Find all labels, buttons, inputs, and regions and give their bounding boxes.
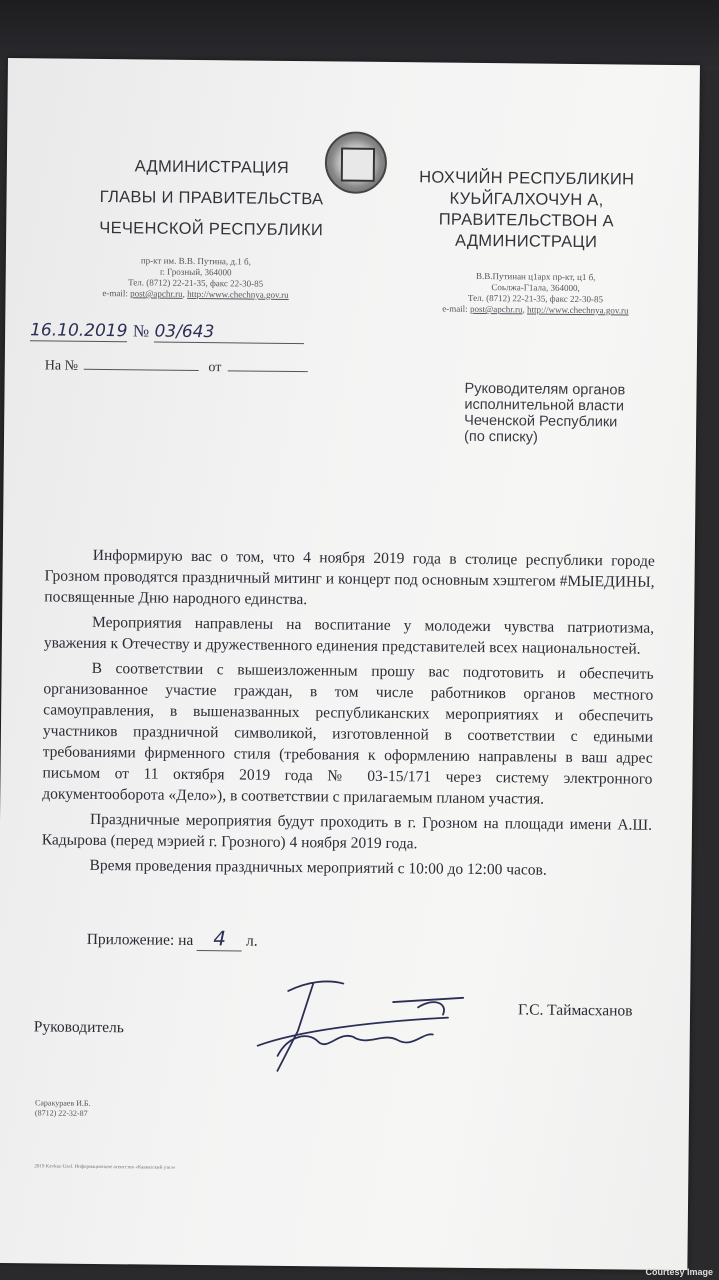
address-left-line1: пр-кт им. В.В. Путина, д.1 б, bbox=[140, 255, 251, 267]
address-right-contacts: e-mail: post@apchr.ru, http://www.chechnya.gov.ru bbox=[442, 303, 629, 316]
appendix-suffix: л. bbox=[245, 932, 258, 950]
body-paragraph-4: Праздничные мероприятия будут проходить в г. Грозном на площади имени А.Ш. Кадырова (перед мэрией г. Грозного) 4 ноября 2019 года. bbox=[41, 810, 653, 853]
body-paragraph-2: Мероприятия направлены на воспитание у молодежи чувства патриотизма, уважения к Отечеству и дружественного единения представителей всех национальностей. bbox=[43, 613, 655, 658]
website-link[interactable]: http://www.chechnya.gov.ru bbox=[526, 304, 629, 316]
header-left bbox=[76, 151, 347, 247]
email-link[interactable]: post@apchr.ru bbox=[469, 303, 523, 315]
reference-date-label: от bbox=[208, 360, 222, 376]
signatory-role: Руководитель bbox=[33, 1018, 124, 1037]
registration-date: 16.10.2019 bbox=[30, 320, 128, 342]
header-right-line4: АДМИНИСТРАЦИ bbox=[454, 231, 598, 252]
letter-sheet bbox=[0, 58, 700, 1270]
reference-date-blank bbox=[227, 370, 307, 372]
reference-line bbox=[45, 358, 314, 377]
registration-no-label: № bbox=[132, 321, 150, 341]
address-right-phone: Тел. (8712) 22-21-35, факс 22-30-85 bbox=[467, 292, 604, 305]
image-credit: Courtesy Image bbox=[645, 1267, 713, 1277]
header-left-line3: ЧЕЧЕНСКОЙ РЕСПУБЛИКИ bbox=[99, 218, 324, 240]
header-right-line1: НОХЧИЙН РЕСПУБЛИКИН bbox=[419, 168, 635, 189]
body-paragraph-3: В соответствии с вышеизложенным прошу вас подготовить и обеспечить организованное участие граждан, в том числе работников органов местного самоуправления, в вышеназванных республиканских мероприятиях и обеспечить участников праздничной символикой, изготовленной в соответствии с едиными требованиями фирменного стиля (требования к оформлению направлены в ваш адрес письмом от 11 октября 2019 года № 03-15/171 через систему электронного документооборота «Дело»), в соответствии с прилагаемым планом участия. bbox=[42, 659, 654, 808]
address-left-contacts: e-mail: post@apchr.ru, http://www.chechnya.gov.ru bbox=[102, 288, 289, 300]
address-right-line2: Соьлжа-Г1ала, 364000, bbox=[491, 282, 580, 293]
address-right-line1: В.В.Путинан ц1арх пр-кт, ц1 б, bbox=[475, 270, 596, 283]
recipient-block bbox=[464, 381, 685, 447]
recipient-line3: Чеченской Республики bbox=[464, 412, 618, 431]
coat-of-arms-emblem bbox=[325, 131, 388, 194]
recipient-line1: Руководителям органов bbox=[464, 380, 626, 399]
executor-info bbox=[35, 1098, 91, 1119]
signatory-name: Г.С. Таймасханов bbox=[517, 1001, 633, 1020]
body-paragraph-1: Информирую вас о том, что 4 ноября 2019 года в столице республики городе Грозном проводятся праздничный митинг и концерт под основным хэштегом #МЫЕДИНЫ, посвященные Дню народного единства. bbox=[44, 546, 655, 609]
address-left-phone: Тел. (8712) 22-21-35, факс 22-30-85 bbox=[128, 277, 264, 289]
appendix-label: Приложение: на bbox=[86, 930, 194, 949]
header-left-line2: ГЛАВЫ И ПРАВИТЕЛЬСТВА bbox=[99, 187, 324, 209]
header-right bbox=[401, 167, 652, 254]
registration-number: 03/643 bbox=[154, 322, 304, 345]
email-label: e-mail: bbox=[442, 303, 468, 314]
address-left-line2: г. Грозный, 364000 bbox=[159, 266, 232, 278]
header-right-line2: КУЬЙГАЛХОЧУН А, bbox=[449, 189, 604, 210]
letter-body bbox=[41, 544, 654, 885]
recipient-line2: исполнительной власти bbox=[464, 396, 625, 415]
footer-note: 2019 Kavkaz-Uzel. Информационное агентство «Кавказский узел» bbox=[34, 1164, 176, 1171]
registration-line bbox=[30, 320, 305, 344]
appendix-line bbox=[87, 925, 258, 952]
email-label: e-mail: bbox=[102, 288, 128, 299]
email-link[interactable]: post@apchr.ru bbox=[130, 288, 183, 299]
address-left bbox=[55, 255, 335, 302]
website-link[interactable]: http://www.chechnya.gov.ru bbox=[187, 288, 289, 300]
handwritten-signature bbox=[217, 960, 478, 1083]
body-paragraph-5: Время проведения праздничных мероприятий с 10:00 до 12:00 часов. bbox=[89, 856, 547, 879]
executor-phone: (8712) 22-32-87 bbox=[34, 1108, 88, 1118]
appendix-pages: 4 bbox=[197, 926, 242, 951]
header-right-line3: ПРАВИТЕЛЬСТВОН А bbox=[438, 210, 614, 231]
reference-label: На № bbox=[44, 358, 79, 374]
executor-name: Саракураев И.Б. bbox=[35, 1098, 91, 1108]
reference-blank bbox=[84, 369, 199, 371]
header-left-line1: АДМИНИСТРАЦИЯ bbox=[134, 157, 290, 177]
recipient-line4: (по списку) bbox=[463, 428, 538, 446]
address-right bbox=[405, 270, 665, 317]
